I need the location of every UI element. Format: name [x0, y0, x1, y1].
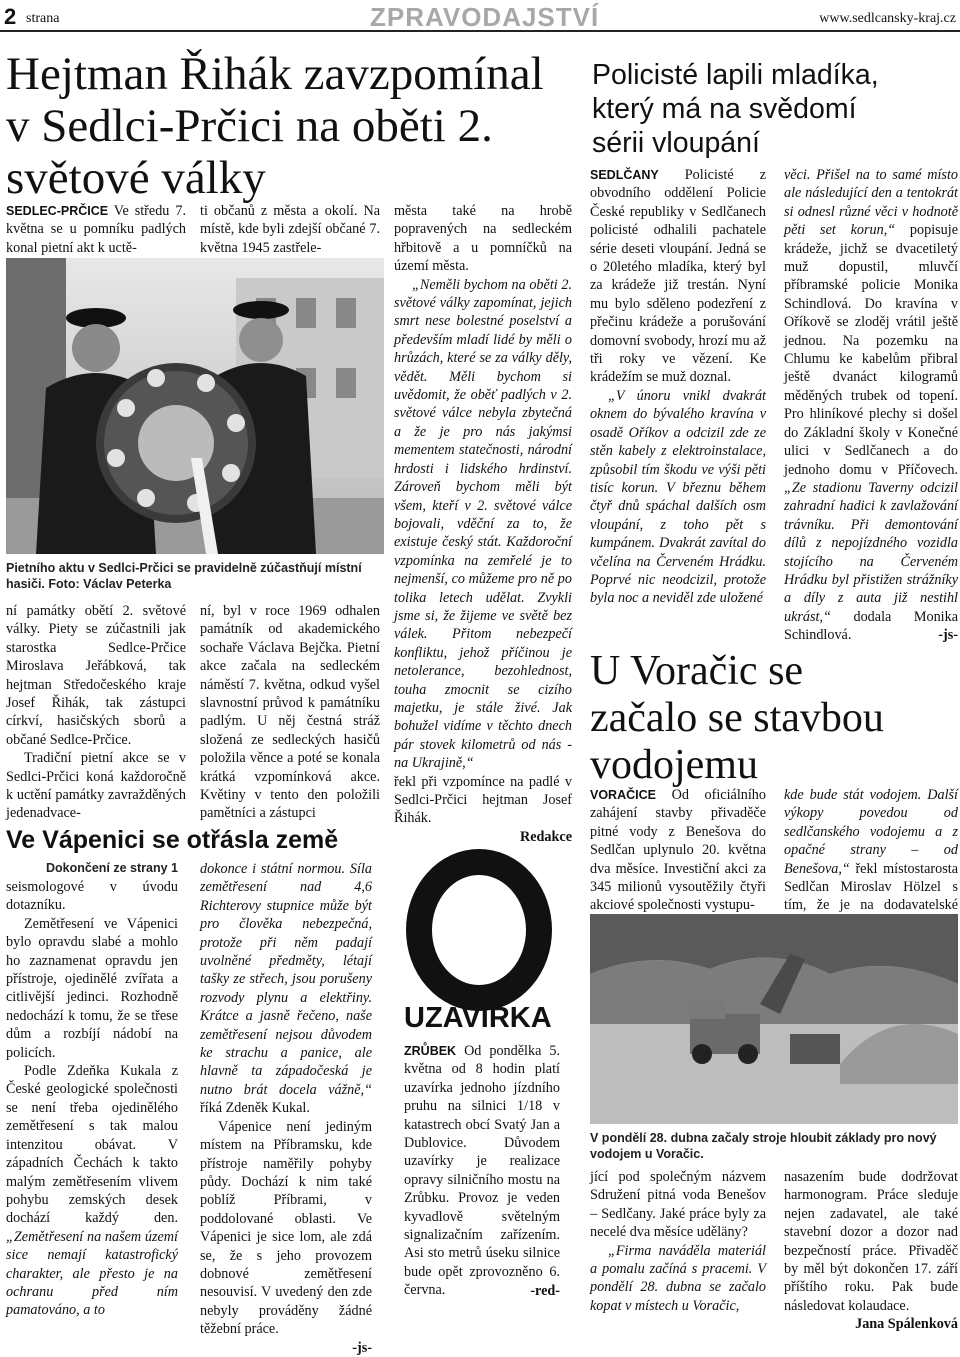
article4-photo-caption: V pondělí 28. dubna začaly stroje hloubit základy pro nový vodojem u Voračic.: [590, 1131, 937, 1161]
closure-ring-icon: [404, 855, 554, 1005]
article4-col2-bottom: nasazením bude dodržovat harmonogram. Práce sleduje nejen zadavatel, ale také stavební dozor a dozor nad bezpečností práce. Přivaděč by měl být dokončen 17. září příštího roku. Pak bude následovat kolaudace. Jana Spálenková: [784, 1169, 958, 1333]
article4-col2-top: kde bude stát vodojem. Další výkopy povedou od sedlčanského vodojemu a z opačné strany – od Benešova,“ řekl místostarosta Sedlčan Miroslav Hölzel s tím, že je na dodavatelské: [784, 787, 958, 914]
page-number: 2: [4, 4, 17, 29]
article4-col1-bottom: jící pod společným názvem Sdružení pitná voda Benešov – Sedlčany. Jaké práce byly za necelé dva měsíce uděläny? „Firma naváděla materiál a pomalu začíná s pracemi. V pondělí 28. dubna se začalo kopat v místech u Voračic,: [590, 1169, 766, 1314]
article3-signature: -js-: [938, 627, 958, 644]
article3-col2: věci. Přišel na to samé místo ale následující den a tentokrát si odnesl různé věci v hodnotě pěti set korun,“ popisuje krádeže, jichž se dvacetiletý muž dopustil, mluvčí příbramské policie Monika Schindlová. Do kravína v Oříkově se zloděj vrátil ještě jednou. Na pozemku na Chlumu ke kabelům přibral ještě dvanáct kilogramů měděných trubek od topení. Pro hliníkové plechy si došel do Základní školy v Konečné ulici v Sedlčanech a do jednoho domu v Příčovech. „Ze stadionu Taverny odcizil zahradní hadici k zavlažování trávníku. Při demontování dílů z nepojízdného vozidla stojícího na Červeném Hrádku byl přistižen strážníky a díly z auta již nestihl ukrást,“ dodala Monika Schindlová. -js-: [784, 167, 959, 644]
website-url[interactable]: www.sedlcansky-kraj.cz: [819, 11, 956, 26]
article4-photo: [590, 914, 958, 1124]
article2-col1: seismologové v úvodu dotazníku. Zemětřesení ve Vápenici bylo opravdu slabé a mohlo ho zaznamenat opravdu jen přístroje, ojedinělé zvířata a citlivější jedinci. Rozhodně nedochází k tomu, že se třese dům a rozbíjí nádobí na policích. Podle Zdeňka Kukala z České geologické společnosti se není třeba ojedinělého zemětřesení s tak malou intenzitou obávat. V západních Čechách k takto malým zemětřesením vlivem pohybu zemských desek dochází každý den. „Zemětřesení na našem území sice nemají katastrofický charakter, ale přesto je na ochranu před ním pamatováno, a to: [6, 879, 178, 1319]
article1-photo-caption: Pietního aktu v Sedlci-Prčici se pravidelně zúčastňují místní hasiči. Foto: Václav Peterka: [6, 561, 362, 591]
article2-headline: Ve Vápenici se otřásla země: [6, 826, 339, 854]
article3-headline: Policisté lapili mladíka, který má na svědomí sérii vloupání: [592, 59, 879, 159]
article1-col3: města také na hrobě popravených na sedleckém hřbitově a u pomníčků na území města. „Neměli bychom na oběti 2. světové války zapomínat, jejich smrt nese bolestné poselství a především mladí lidé by měli o hrůzách, které se za války děly, vědět. Měli bychom si uvědomit, že oběť padlých v 2. světové válce nebyla zbytečná a že je pro nás jakýmsi mementem statečnosti, národní hrdosti i lidského hrdinství. Zároveň bychom měli být všem, kteří v 2. světové válce bojovali, vděční za to, že existuje český stát. Každoroční vzpomínka na zemřelé je to nejmenší, co můžeme pro ně po tolika letech udělat. Zvykli jsme si, že žijeme ve světě bez válek. Přitom nebezpečí konfliktu, jehož příčinou je netolerance, bezohlednost, touha zmocnit se cizího majetku, je stále živé. Jak bohužel vidíme v těchto dnech pár stovek kilometrů od nás - na Ukrajině,“ řekl při vzpomínce na padlé v Sedlci-Prčici hejtman Josef Řihák. Redakce: [394, 203, 572, 845]
construction-site-image: [590, 914, 958, 1124]
article1-signature: Redakce: [519, 828, 572, 845]
closure-signature: -red-: [530, 1282, 560, 1299]
section-rubric: ZPRAVODAJSTVÍ: [370, 2, 600, 32]
article2-continuation: Dokončení ze strany 1: [46, 861, 178, 875]
article1-photo: [6, 258, 384, 554]
closure-text: ZRŮBEK Od pondělka 5. května od 8 hodin platí uzavírka jednoho jízdního pruhu na silnici 1/18 v katastrech obcí Svatý Jan a Dublovice. Důvodem uzavírky je realizace opravy silničního mostu na Zrůbku. Provoz je veden kyvadlově světelným signalizačním zařízením. Asi sto metrů úseku silnice bude opět zprovozněno 6. června. -red-: [404, 1043, 560, 1299]
article4-headline: U Voračic se začalo se stavbou vodojemu: [590, 648, 884, 788]
article1-headline-line2: v Sedlci-Prčici na oběti 2.: [6, 100, 493, 152]
article2-col2: dokonce i státní normou. Síla zemětřesení nad 4,6 Richterovy stupnice může být pro člověka nebezpečná, protože při něm padají uvolněné předměty, létají tašky ze střech, jsou porušeny rozvody plynu a elektřiny. Krátce a jasně řečeno, naše zemětřesení nejsou důvodem ke strachu a panice, ale hlavně ta západočeská je nutno brát docela vážně,“ říká Zdeněk Kukal. Vápenice není jediným místem na Příbramsku, kde přístroje naměřily pohyby půdy. Dochází k nim také poblíž Příbrami, v poddolované oblasti. Ve Vápenici je sice lom, ale zdá se, že s jeho provozem dobnové zemětřesení nesouvisí. V uvedený den zde nebyly prováděny žádné těžební práce. -js-: [200, 861, 372, 1356]
article4-signature: Jana Spálenková: [855, 1316, 958, 1333]
article1-lead-place: SEDLEC-PRČICE: [6, 204, 109, 218]
closure-headline: UZAVÍRKA: [404, 1002, 552, 1034]
article3-col1: SEDLČANY Policisté z obvodního oddělení Policie České republiky v Sedlčanech policisté odhalili pachatele série deseti vloupání. Jedná se o 20letého mladíka, který byl za krádeže již trestán. Nyní mu bylo sděleno podezření z přečinu krádeže a porušování domovní svobody, hrozí mu až tři roky ve vězení. Ke krádežím se muž doznal. „V únoru vnikl dvakrát oknem do bývalého kravína v osadě Oříkov a odcizil zde ze stěn kabely z elektroinstalace, způsobil tím škodu ve výši pěti tisíc korun. V březnu během čtyř dnů spáchal dalších osm vloupání, z toho pět s kumpánem. Dvakrát zavítal do včelína na Červeném Hrádku. Poprvé nic neodcizil, protože byla noc a neviděl zde uložené: [590, 167, 766, 607]
article1-col1-top: SEDLEC-PRČICE Ve středu 7. května se u pomníku padlých konal pietní akt k uctě-: [6, 203, 186, 256]
article1-col1-bottom: ní památky obětí 2. světové války. Piety se zúčastnili jak starostka Sedlce-Prčice Miroslava Jeřábková, tak hejtman Středočeského kraje Josef Řihák, tak zástupci církví, hasičských sborů a občané Sedlce-Prčice. Tradiční pietní akce se v Sedlci-Prčici koná každoročně k uctění památky zavražděných jedenadvace-: [6, 603, 186, 822]
article1-col2-bottom: ní, byl v roce 1969 odhalen památník od akademického sochaře Václava Bejčka. Pietní akce začala na sedleckém náměstí 7. května, odkud vyšel slavnostní průvod k památníku padlým. U něj čestná stráž složená ze sedleckých hasičů položila věnce a poté se konala krátká vzpomínková akce. Květiny v tento den položili pamětníci a zástupci: [200, 603, 380, 822]
article1-headline-line1: Hejtman Řihák zavzpomínal: [6, 48, 544, 100]
article1-headline-line3: světové války: [6, 152, 266, 204]
hejtman-quote: „Neměli bychom na oběti 2. světové války zapomínat, jejich smrt nese bolestné poselství a především mladí lidé by měli o hrůzách, které se za války děly, vědět. Měli bychom si uvědomit, že oběť padlých v 2. světové válce nebyla zbytečná a že je pro nás jakýmsi mementem statečnosti, národní hrdosti i lidského hrdinství. Zároveň bychom měli být všem, kteří v 2. světové válce bojovali, vděční za to, že existuje český stát. Každoroční vzpomínka na zemřelé je to nejmenší, co můžeme pro ně po tolika letech udělat. Zvykli jsme si, že žijeme ve světě bez válek. Přitom nebezpečí konfliktu, jehož příčinou je netolerance, bezohlednost, touha zmocnit se cizího majetku, je stále živé. Jak bohužel vidíme v těchto dnech pár stovek kilometrů od nás - na Ukrajině,“: [394, 276, 572, 772]
page-label: strana: [26, 11, 60, 26]
firefighters-wreath-image: [6, 258, 384, 554]
article1-headline: [6, 48, 576, 204]
page-header: [0, 0, 960, 32]
article1-col2-top: ti občanů z města a okolí. Na místě, kde byli zdejší občané 7. května 1945 zastřele-: [200, 203, 380, 256]
article4-col1-top: VORAČICE Od oficiálního zahájení stavby přivaděče pitné vody z Benešova do Sedlčan uplynulo 20. května dva měsíce. Investiční akci za 345 milionů vysoutěžily čtyři akciové společnosti vystupu-: [590, 787, 766, 914]
article2-signature: -js-: [352, 1339, 372, 1356]
